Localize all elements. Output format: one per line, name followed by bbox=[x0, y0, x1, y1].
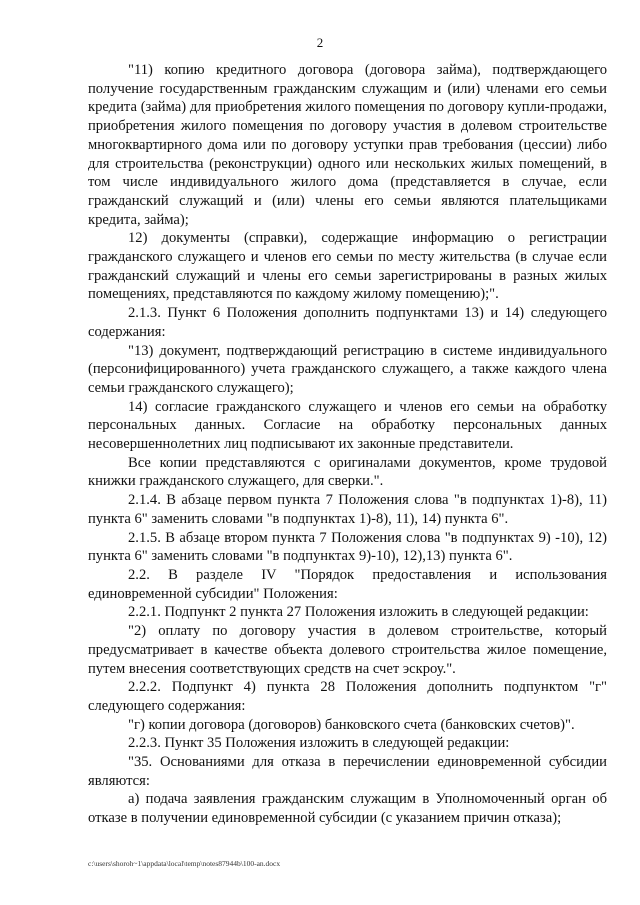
paragraph-subitem-2: "2) оплату по договору участия в долевом строительстве, который предусматривает в качестве объекта долевого строительства жилое помещение, путем внесения соответствующих средств на счет эскроу.". bbox=[88, 623, 607, 677]
page-number: 2 bbox=[316, 35, 324, 50]
paragraph-2-1-4: 2.1.4. В абзаце первом пункта 7 Положения слова "в подпунктах 1)-8), 11) пункта 6" заменить словами "в подпунктах 1)-8), 11), 14) пункта 6". bbox=[88, 492, 607, 527]
paragraph-copies-note: Все копии представляются с оригиналами документов, кроме трудовой книжки гражданского служащего, для сверки.". bbox=[88, 454, 607, 490]
paragraph-item-11: "11) копию кредитного договора (договора займа), подтверждающего получение государственным гражданским служащим и (или) членами его семьи кредита (займа) для приобретения жилого помещения по договору купли-продажи, приобретения жилого помещения по договору участия в долевом строительстве многоквартирного дома или по договору уступки прав требования (цессии) либо для строительства (реконструкции) одного или нескольких жилых помещений, в том числе индивидуального жилого дома (представляется в случае, если гражданский служащий и (или) члены его семьи являются плательщиками кредита, займа); bbox=[88, 62, 607, 228]
paragraph-2-2-3: 2.2.3. Пункт 35 Положения изложить в следующей редакции: bbox=[128, 735, 510, 752]
paragraph-subitem-a: а) подача заявления гражданским служащим в Уполномоченный орган об отказе в получении единовременной субсидии (с указанием причин отказа); bbox=[88, 791, 607, 827]
paragraph-item-35: "35. Основаниями для отказа в перечислении единовременной субсидии являются: bbox=[88, 754, 607, 789]
paragraph-item-13: "13) документ, подтверждающий регистрацию в системе индивидуального (персонифицированного) учета гражданского служащего, а также каждого члена семьи гражданского служащего); bbox=[88, 342, 607, 396]
paragraph-2-2: 2.2. В разделе IV "Порядок предоставления и использования единовременной субсидии" Положения: bbox=[88, 566, 607, 602]
paragraph-item-12: 12) документы (справки), содержащие информацию о регистрации гражданского служащего и членов его семьи по месту жительства (в случае если гражданский служащий и члены его семьи зарегистрированы в разных жилых помещениях, представляются по каждому жилому помещению);". bbox=[88, 230, 607, 303]
paragraph-2-1-3: 2.1.3. Пункт 6 Положения дополнить подпунктами 13) и 14) следующего содержания: bbox=[88, 305, 607, 340]
document-body bbox=[88, 61, 607, 828]
paragraph-subitem-g: "г) копии договора (договоров) банковского счета (банковских счетов)". bbox=[128, 716, 575, 733]
paragraph-2-1-5: 2.1.5. В абзаце втором пункта 7 Положения слова "в подпунктах 9) -10), 12) пункта 6" заменить словами "в подпунктах 9)-10), 12),13) пункта 6". bbox=[88, 529, 607, 565]
paragraph-2-2-2: 2.2.2. Подпункт 4) пункта 28 Положения дополнить подпунктом "г" следующего содержания: bbox=[88, 679, 607, 714]
paragraph-2-2-1: 2.2.1. Подпункт 2 пункта 27 Положения изложить в следующей редакции: bbox=[128, 604, 589, 621]
footer-file-path: c:\users\shoroh~1\appdata\local\temp\notes87944b\100-an.docx bbox=[88, 859, 281, 868]
paragraph-item-14: 14) согласие гражданского служащего и членов его семьи на обработку персональных данных. Согласие на обработку персональных данных несовершеннолетних лиц подписывают их законные представители. bbox=[88, 398, 607, 453]
